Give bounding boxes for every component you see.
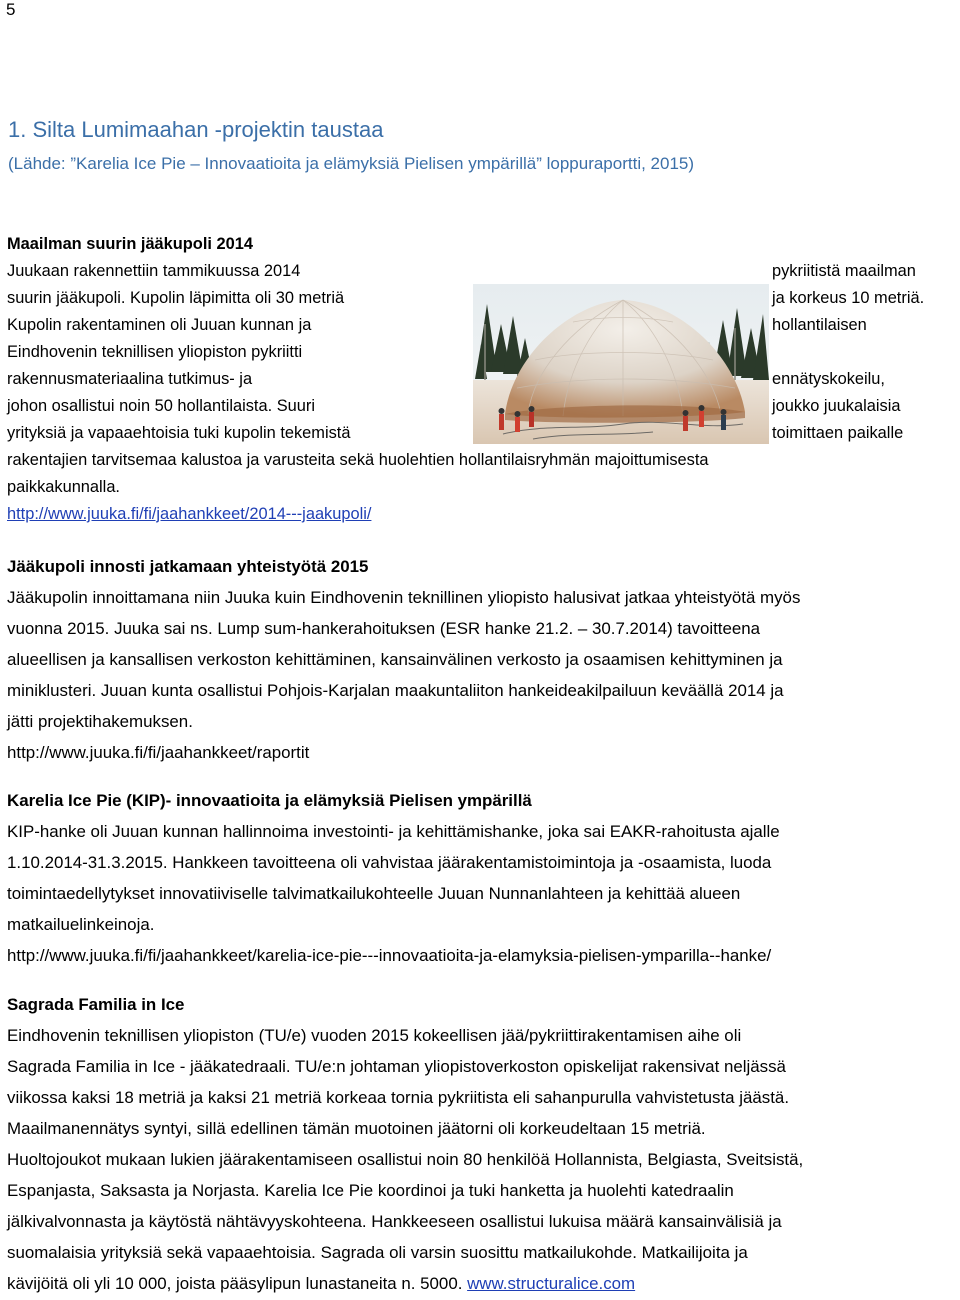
section3-line: toimintaedellytykset innovatiiviselle talvimatkailukohteelle Juuan Nunnanlahteen ja kehittää alueen	[7, 884, 741, 903]
page-heading: 1. Silta Lumimaahan -projektin taustaa	[8, 117, 384, 142]
section4-line: Espanjasta, Saksasta ja Norjasta. Karelia Ice Pie koordinoi ja tuki hanketta ja huolehti katedraalin	[7, 1181, 734, 1200]
section4	[7, 989, 959, 1299]
section1-left-line: Juukaan rakennettiin tammikuussa 2014	[7, 262, 301, 280]
section1-left-line: Kupolin rakentaminen oli Juuan kunnan ja	[7, 316, 312, 334]
section3-line: KIP-hanke oli Juuan kunnan hallinnoima investointi- ja kehittämishanke, joka sai EAKR-rahoitusta ajalle	[7, 822, 780, 841]
ice-dome-photo	[473, 284, 769, 444]
section1-right-line: toimittaen paikalle	[772, 424, 904, 442]
section1-title: Maailman suurin jääkupoli 2014	[7, 235, 253, 253]
section4-last-text: kävijöitä oli yli 10 000, joista pääsylipun lunastaneita n. 5000.	[7, 1274, 468, 1293]
section4-line: Eindhovenin teknillisen yliopiston (TU/e) vuoden 2015 kokeellisen jää/pykriittirakentamisen aihe oli	[7, 1026, 742, 1045]
section3-line: matkailuelinkeinoja.	[7, 915, 155, 934]
section3	[7, 785, 959, 971]
section2-line: vuonna 2015. Juuka sai ns. Lump sum-hankerahoituksen (ESR hanke 21.2. – 30.7.2014) tavoitteena	[7, 619, 761, 638]
section1-full-line: paikkakunnalla.	[7, 478, 120, 496]
section1-right-line: joukko juukalaisia	[772, 397, 901, 415]
section4-line: Maailmanennätys syntyi, sillä edellinen tämän muotoinen jäätorni oli korkeudeltaan 15 metriä.	[7, 1119, 706, 1138]
page-number: 5	[6, 0, 16, 19]
section1-right-line: hollantilaisen	[772, 316, 867, 334]
section4-line: viikossa kaksi 18 metriä ja kaksi 21 metriä korkeaa tornia pykriitista eli sahanpurulla vahvistetusta jäästä.	[7, 1088, 790, 1107]
section4-last-line	[7, 1268, 959, 1299]
section1-link[interactable]: http://www.juuka.fi/fi/jaahankkeet/2014---jaakupoli/	[7, 505, 372, 523]
section2-line: jätti projektihakemuksen.	[7, 712, 193, 731]
section1-left-line: suurin jääkupoli. Kupolin läpimitta oli 30 metriä	[7, 289, 345, 307]
section2-line: alueellisen ja kansallisen verkoston kehittäminen, kansainvälinen verkosto ja osaamisen kehittyminen ja	[7, 650, 783, 669]
section4-line: jälkivalvonnasta ja käytöstä nähtävyyskohteena. Hankkeeseen osallistui lukuisa määrä kansainvälisiä ja	[7, 1212, 782, 1231]
section4-title: Sagrada Familia in Ice	[7, 995, 185, 1014]
section2-title: Jääkupoli innosti jatkamaan yhteistyötä 2015	[7, 557, 369, 576]
section3-url: http://www.juuka.fi/fi/jaahankkeet/karelia-ice-pie---innovaatioita-ja-elamyksia-pielisen-ymparilla--hanke/	[7, 946, 772, 965]
section1-left-line: rakennusmateriaalina tutkimus- ja	[7, 370, 253, 388]
section1-right-line: ja korkeus 10 metriä.	[772, 289, 925, 307]
structuralice-link[interactable]: www.structuralice.com	[467, 1274, 636, 1293]
section3-line: 1.10.2014-31.3.2015. Hankkeen tavoitteena oli vahvistaa jäärakentamistoimintoja ja -osaamista, luoda	[7, 853, 772, 872]
section4-line: Huoltojoukot mukaan lukien jäärakentamiseen osallistui noin 80 henkilöä Hollannista, Belgiasta, Sveitsistä,	[7, 1150, 804, 1169]
section3-title: Karelia Ice Pie (KIP)- innovaatioita ja elämyksiä Pielisen ympärillä	[7, 791, 532, 810]
section2-url: http://www.juuka.fi/fi/jaahankkeet/raportit	[7, 743, 310, 762]
section1-right-line: pykriitistä maailman	[772, 262, 916, 280]
source-line: (Lähde: ”Karelia Ice Pie – Innovaatioita ja elämyksiä Pielisen ympärillä” loppuraportti, 2015)	[8, 154, 695, 173]
section1-right-line: ennätyskokeilu,	[772, 370, 885, 388]
section2-line: miniklusteri. Juuan kunta osallistui Pohjois-Karjalan maakuntaliiton hankeideakilpailuun keväällä 2014 ja	[7, 681, 784, 700]
section2	[7, 551, 959, 768]
section1-left-line: yrityksiä ja vapaaehtoisia tuki kupolin tekemistä	[7, 424, 351, 442]
section1-left-line: johon osallistui noin 50 hollantilaista. Suuri	[7, 397, 315, 415]
section1-left-line: Eindhovenin teknillisen yliopiston pykriitti	[7, 343, 303, 361]
section2-line: Jääkupolin innoittamana niin Juuka kuin Eindhovenin teknillinen yliopisto halusivat jatkaa yhteistyötä myös	[7, 588, 801, 607]
section4-line: suomalaisia yrityksiä sekä vapaaehtoisia. Sagrada oli varsin suosittu matkailukohde. Matkailijoita ja	[7, 1243, 748, 1262]
section1-full-line: rakentajien tarvitsemaa kalustoa ja varusteita sekä huolehtien hollantilaisryhmän majoittumisesta	[7, 451, 709, 469]
section4-line: Sagrada Familia in Ice - jääkatedraali. TU/e:n johtaman yliopistoverkoston opiskelijat rakensivat neljässä	[7, 1057, 786, 1076]
